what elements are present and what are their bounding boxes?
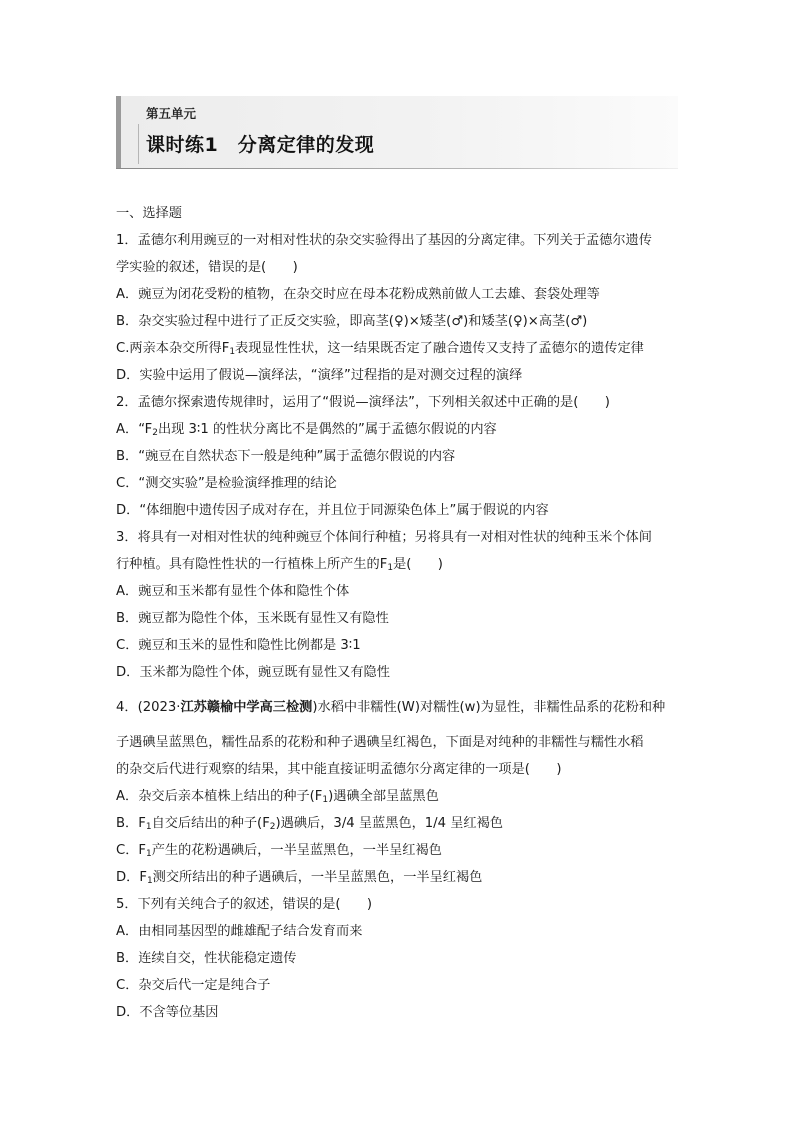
q3-option-b: B．豌豆都为隐性个体，玉米既有显性又有隐性 (116, 611, 389, 626)
q1-option-b: B．杂交实验过程中进行了正反交实验，即高茎(♀)×矮茎(♂)和矮茎(♀)×高茎(♂) (116, 314, 588, 329)
q2-option-c: C．“测交实验”是检验演绎推理的结论 (116, 476, 337, 491)
q3-option-c: C．豌豆和玉米的显性和隐性比例都是 3∶1 (116, 638, 361, 653)
q3-option-a: A．豌豆和玉米都有显性个体和隐性个体 (116, 584, 350, 599)
q4-option-c-sub: 1 (145, 849, 152, 859)
question-3 (116, 524, 678, 686)
unit-label: 第五单元 (146, 106, 197, 121)
q3-option-d: D．玉米都为隐性个体，豌豆既有显性又有隐性 (116, 665, 390, 680)
q4-option-b-mid: 自交后结出的种子(F (151, 816, 270, 831)
q4-option-c-pre: C．F (116, 843, 146, 858)
q4-option-d-pre: D．F (116, 870, 147, 885)
q4-stem-line-2: 子遇碘呈蓝黑色，糯性品系的花粉和种子遇碘呈红褐色，下面是对纯种的非糯性与糯性水稻 (116, 735, 644, 750)
exercise-content (116, 200, 678, 1026)
q2-option-a-sub: 2 (152, 428, 158, 438)
header-accent-bar (116, 96, 121, 168)
q4-option-b-sub: 1 (145, 822, 152, 832)
q4-option-d (116, 864, 678, 891)
q4-option-d-sub: 1 (146, 876, 153, 886)
lesson-title: 课时练1 分离定律的发现 (146, 134, 375, 156)
question-1 (116, 227, 678, 389)
q4-stem-line-1 (116, 694, 678, 721)
q2-stem: 2．孟德尔探索遗传规律时，运用了“假说—演绎法”，下列相关叙述中正确的是( ) (116, 395, 610, 410)
q4-option-b-sub-2: 2 (269, 822, 276, 832)
q1-option-a: A．豌豆为闭花受粉的植物，在杂交时应在母本花粉成熟前做人工去雄、套袋处理等 (116, 287, 600, 302)
q4-option-b (116, 810, 678, 837)
q2-option-d: D．“体细胞中遗传因子成对存在，并且位于同源染色体上”属于假说的内容 (116, 503, 549, 518)
q1-stem-line-1: 1．孟德尔利用豌豆的一对相对性状的杂交实验得出了基因的分离定律。下列关于孟德尔遗传 (116, 233, 652, 248)
question-5 (116, 891, 678, 1026)
section-title: 一、选择题 (116, 206, 182, 221)
q5-stem: 5．下列有关纯合子的叙述，错误的是( ) (116, 897, 373, 912)
q3-stem-line-2 (116, 551, 678, 578)
q4-option-c (116, 837, 678, 864)
question-4 (116, 694, 678, 891)
q2-option-a-pre: A．“F (116, 422, 153, 437)
q4-option-a (116, 783, 678, 810)
q4-option-b-pre: B．F (116, 816, 146, 831)
header-divider (138, 124, 139, 164)
q5-option-b: B．连续自交，性状能稳定遗传 (116, 951, 297, 966)
q4-option-d-post: 测交所结出的种子遇碘后，一半呈蓝黑色，一半呈红褐色 (152, 870, 483, 885)
q5-option-d: D．不含等位基因 (116, 1005, 219, 1020)
q4-stem-pre: 4．(2023· (116, 700, 181, 715)
q4-option-b-post: )遇碘后，3/4 呈蓝黑色，1/4 呈红褐色 (275, 816, 503, 831)
q1-option-c (116, 335, 678, 362)
q5-option-a: A．由相同基因型的雌雄配子结合发育而来 (116, 924, 363, 939)
q1-option-c-pre: C.两亲本杂交所得F (116, 341, 230, 356)
q1-option-d: D．实验中运用了假说—演绎法，“演绎”过程指的是对测交过程的演绎 (116, 368, 523, 383)
question-2 (116, 389, 678, 524)
q4-option-a-pre: A．杂交后亲本植株上结出的种子(F (116, 789, 323, 804)
q3-stem-line-1: 3．将具有一对相对性状的纯种豌豆个体间行种植；另将具有一对相对性状的纯种玉米个体间 (116, 530, 652, 545)
q3-stem-line-2-pre: 行种植。具有隐性性状的一行植株上所产生的F (116, 557, 388, 572)
q3-stem-line-2-post: 是( ) (393, 557, 443, 572)
q4-stem-post: )水稻中非糯性(W)对糯性(w)为显性，非糯性品系的花粉和种 (312, 700, 666, 715)
q1-stem-line-2: 学实验的叙述，错误的是( ) (116, 260, 298, 275)
unit-header (116, 96, 678, 168)
q1-option-c-sub: 1 (229, 347, 236, 357)
q4-source: 江苏赣榆中学高三检测 (180, 700, 313, 715)
q5-option-c: C．杂交后代一定是纯合子 (116, 978, 271, 993)
q1-option-c-post: 表现显性性状，这一结果既否定了融合遗传又支持了孟德尔的遗传定律 (235, 341, 644, 356)
header-underline (116, 168, 678, 169)
q2-option-a (116, 416, 678, 443)
q4-option-a-sub: 1 (322, 795, 329, 805)
q4-option-a-post: )遇碘全部呈蓝黑色 (328, 789, 439, 804)
q4-option-c-post: 产生的花粉遇碘后，一半呈蓝黑色，一半呈红褐色 (151, 843, 442, 858)
q2-option-a-post: 出现 3∶1 的性状分离比不是偶然的”属于孟德尔假说的内容 (157, 422, 497, 437)
q4-stem-line-3: 的杂交后代进行观察的结果，其中能直接证明孟德尔分离定律的一项是( ) (116, 762, 562, 777)
q2-option-b: B．“豌豆在自然状态下一般是纯种”属于孟德尔假说的内容 (116, 449, 456, 464)
q3-stem-line-2-sub: 1 (387, 563, 394, 573)
